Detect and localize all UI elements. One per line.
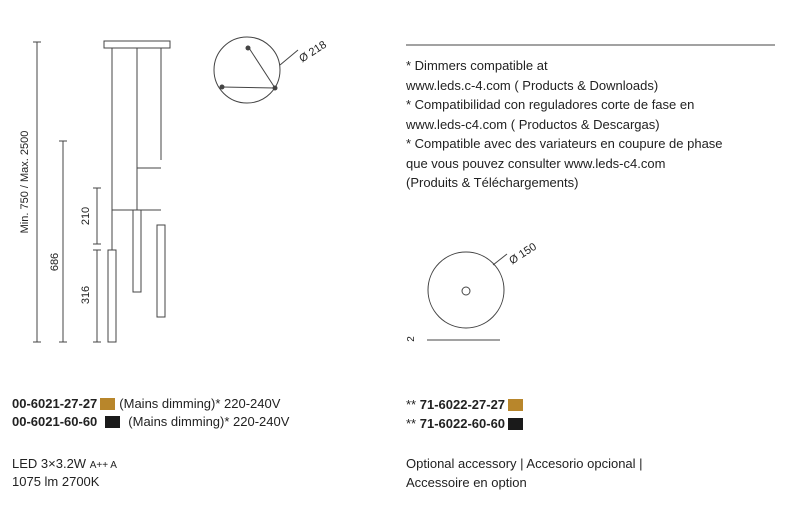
dimension-line-686 bbox=[59, 141, 67, 342]
accessory-label: Accessoire en option bbox=[406, 475, 527, 490]
accessory-disc bbox=[428, 252, 507, 328]
color-swatch-gold bbox=[508, 399, 523, 411]
product-desc: (Mains dimming)* 220-240V bbox=[128, 414, 290, 429]
led-spec bbox=[12, 455, 117, 475]
dim-316-label: 316 bbox=[80, 285, 92, 305]
dim-210-label: 210 bbox=[80, 206, 92, 226]
color-swatch-black bbox=[105, 416, 120, 428]
color-swatch-gold bbox=[100, 398, 115, 410]
product-row bbox=[12, 413, 289, 431]
note-line: que vous pouvez consulter www.leds-c4.com bbox=[406, 155, 666, 171]
led-power: LED 3×3.2W bbox=[12, 456, 87, 471]
lamp-elevation bbox=[104, 41, 170, 342]
note-line: www.leds.c-4.com ( Products & Downloads) bbox=[406, 77, 659, 93]
accessory-prefix: ** bbox=[406, 416, 417, 431]
product-code: 00-6021-27-27 bbox=[12, 396, 98, 411]
note-line: * Dimmers compatible at bbox=[406, 58, 548, 73]
dimmer-notes bbox=[406, 56, 723, 193]
accessory-code: 71-6022-60-60 bbox=[419, 416, 506, 431]
accessory-row bbox=[406, 396, 527, 414]
dim-disc-label: Ø 150 bbox=[507, 240, 539, 268]
note-line: * Compatibilidad con reguladores corte de fase en bbox=[406, 97, 695, 112]
accessory-label: Optional accessory | Accesorio opcional | bbox=[406, 456, 643, 471]
note-line: (Produits & Téléchargements) bbox=[406, 175, 579, 190]
product-code: 00-6021-60-60 bbox=[12, 414, 98, 429]
accessory-row bbox=[406, 415, 527, 433]
flux-spec: 1075 lm 2700K bbox=[12, 474, 100, 489]
dim-thickness-label: 2 bbox=[406, 336, 417, 342]
product-desc: (Mains dimming)* 220-240V bbox=[119, 396, 281, 411]
product-row bbox=[12, 395, 280, 413]
color-swatch-black bbox=[508, 418, 523, 430]
note-line: * Compatible avec des variateurs en coupure de phase bbox=[406, 136, 723, 151]
dimension-line-overall bbox=[33, 42, 41, 342]
canopy-top-view bbox=[214, 37, 298, 103]
dim-686-label: 686 bbox=[49, 252, 61, 272]
accessory-prefix: ** bbox=[406, 397, 417, 412]
dim-overall-label: Min. 750 / Max. 2500 bbox=[19, 130, 31, 234]
note-line: www.leds-c4.com ( Productos & Descargas) bbox=[406, 116, 660, 132]
accessory-code: 71-6022-27-27 bbox=[419, 397, 506, 412]
dim-canopy-label: Ø 218 bbox=[297, 38, 329, 66]
energy-class: A++ A bbox=[89, 460, 117, 471]
